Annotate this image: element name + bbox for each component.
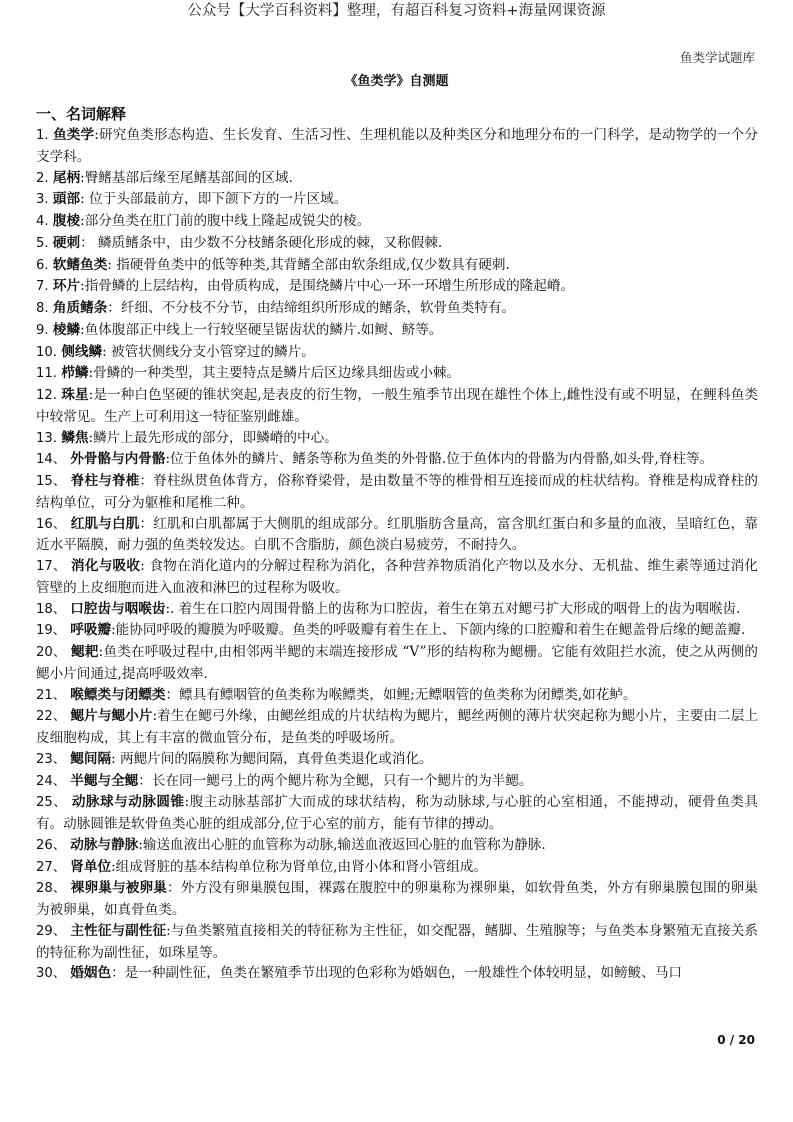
- entry-number: 30、: [36, 966, 66, 982]
- entry-number: 6.: [36, 257, 49, 273]
- entry-definition: : 指硬骨鱼类中的低等种类,其背鳍全部由软条组成,仅少数具有硬刺.: [107, 256, 510, 273]
- entry-number: 3.: [36, 192, 49, 208]
- entry-term: 环片: [52, 278, 81, 295]
- entry-term: 珠星: [61, 387, 89, 403]
- entry-definition: : 位于头部最前方，即下颌下方的一片区域。: [80, 191, 348, 208]
- entry-number: 18、: [36, 601, 66, 617]
- entry-definition: ：脊柱纵贯鱼体背方，俗称脊梁骨，是由数量不等的椎骨相互连接而成的柱状结构。脊椎是构成脊柱的结构单位，可分为躯椎和尾椎二种。: [36, 473, 759, 511]
- entry-term: 肾单位: [70, 858, 112, 875]
- entry-definition: :. 着生在口腔内周围骨骼上的齿称为口腔齿，着生在第五对鳃弓扩大形成的咽骨上的齿为咽喉齿.: [165, 600, 741, 617]
- entry-definition: :鱼体腹部正中线上一行较坚硬呈锯齿状的鳞片.如鲥、鲚等。: [80, 321, 443, 338]
- entry-term: 鱼类学: [53, 127, 95, 143]
- entry-term: 尾柄: [52, 169, 81, 186]
- section-heading: 一、名词解释: [36, 105, 127, 123]
- definition-entry: [36, 749, 758, 771]
- entry-term: 鳞焦: [61, 429, 89, 446]
- entry-term: 角质鳍条: [52, 300, 108, 316]
- definition-entry: [36, 233, 758, 255]
- document-label: 鱼类学试题库: [679, 50, 755, 65]
- entry-number: 8.: [36, 301, 49, 316]
- entry-number: 29、: [36, 923, 67, 939]
- entry-term: 消化与吸收: [71, 558, 141, 574]
- entry-term: 鳃间隔: [70, 750, 112, 767]
- entry-number: 10.: [36, 344, 57, 360]
- entry-term: 红肌与白肌: [70, 515, 140, 532]
- entry-term: 主性征与副性征: [70, 922, 167, 939]
- entry-definition: ：鳔具有鳔咽管的鱼类称为喉鳔类，如鲤;无鳔咽管的鱼类称为闭鳔类,如花鲈。: [165, 686, 637, 703]
- entry-definition: ：长在同一鳃弓上的两个鳃片称为全鳃，只有一个鳃片的为半鳃。: [138, 772, 533, 789]
- entry-term: 硬刺: [52, 234, 81, 251]
- entry-number: 28、: [36, 881, 67, 897]
- entry-definition: ：红肌和白肌都属于大侧肌的组成部分。红肌脂肪含量高，富含肌红蛋白和多量的血液，呈暗红色，靠近水平隔膜，耐力强的鱼类较发达。白肌不含脂肪，颜色淡白易疲劳，不耐持久。: [36, 515, 759, 554]
- entry-number: 17、: [36, 559, 67, 574]
- definition-entry: [36, 878, 758, 921]
- entry-number: 16、: [36, 516, 67, 532]
- entry-number: 23、: [36, 751, 66, 767]
- definition-entry: [36, 211, 758, 233]
- entry-term: 侧线鳞: [61, 343, 103, 360]
- definition-entry: [36, 771, 758, 793]
- entry-definition: :腹主动脉基部扩大而成的球状结构，称为动脉球,与心脏的心室相通，不能搏动，硬骨鱼类具有。动脉圆锥是软骨鱼类心脏的组成部分,位于心室的前方，能有节律的搏动。: [36, 794, 758, 832]
- entry-definition: :是一种白色坚硬的锥状突起,是表皮的衍生物，一般生殖季节出现在雄性个体上,雌性没有或不明显，在鲤科鱼类中较常见。生产上可利用这一特征鉴别雌雄。: [36, 387, 759, 425]
- definition-entry: [36, 276, 758, 298]
- definition-entry: [36, 921, 758, 964]
- watermark-header: 公众号【大学百科资料】整理，有超百科复习资料+海量网课资源: [187, 3, 606, 19]
- definition-entry: [36, 471, 758, 514]
- page-title: 《鱼类学》自测题: [344, 74, 449, 89]
- definition-entry: [36, 599, 758, 621]
- entry-term: 頭部: [52, 191, 81, 208]
- entry-definition: :部分鱼类在肛门前的腹中线上隆起成锐尖的棱。: [80, 213, 371, 229]
- definition-entry: [36, 963, 758, 985]
- entry-number: 4.: [36, 214, 49, 229]
- definition-entry: [36, 685, 758, 707]
- definition-entry: [36, 320, 758, 342]
- entry-term: 动脉与静脉: [70, 836, 139, 853]
- entry-definition: : 两鳃片间的隔膜称为鳃间隔，真骨鱼类退化或消化。: [111, 750, 433, 767]
- definition-entry: [36, 168, 758, 190]
- definition-entry: [36, 792, 758, 835]
- entry-term: 婚姻色: [70, 965, 112, 982]
- entry-term: 软鳍鱼类: [52, 256, 108, 273]
- entry-term: 栉鳞: [61, 365, 89, 382]
- definition-entry: [36, 514, 758, 557]
- entry-number: 25、: [36, 795, 67, 811]
- entry-number: 20、: [36, 645, 67, 660]
- entry-definition: :鱼类在呼吸过程中,由相邻两半鳃的末端连接形成 “V”形的结构称为鳃栅。它能有效阻拦水流，使之从两侧的鳃小片间通过,提高呼吸效率.: [36, 644, 759, 682]
- entry-definition: :能协同呼吸的瓣膜为呼吸瓣。鱼类的呼吸瓣有着生在上、下颌内缘的口腔瓣和着生在鳃盖骨后缘的鳃盖瓣.: [111, 622, 746, 639]
- entry-term: 呼吸瓣: [70, 622, 112, 639]
- entry-definition: :研究鱼类形态构造、生长发育、生活习性、生理机能以及种类区分和地理分布的一门科学，是动物学的一个分支学科。: [36, 127, 759, 165]
- definition-entry: [36, 449, 758, 471]
- entry-definition: ：是一种副性征，鱼类在繁殖季节出现的色彩称为婚姻色，一般雄性个体较明显，如鳑鲏、马口: [111, 965, 683, 982]
- definition-entry: [36, 642, 758, 685]
- entry-definition: :位于鱼体外的鳞片、鳍条等称为鱼类的外骨骼.位于鱼体内的骨骼为内骨骼,如头骨,脊柱等。: [165, 451, 714, 468]
- entry-definition: :输送血液出心脏的血管称为动脉,输送血液返回心脏的血管称为静脉.: [138, 836, 546, 853]
- entry-definition: :组成肾脏的基本结构单位称为肾单位,由肾小体和肾小管组成。: [111, 858, 488, 875]
- entry-term: 鳃片与鳃小片: [70, 708, 153, 725]
- entry-definition: : 被管状侧线分支小管穿过的鳞片。: [102, 343, 315, 360]
- entry-definition: : 食物在消化道内的分解过程称为消化，各种营养物质消化产物以及水分、无机盐、维生素等通过消化管壁的上皮细胞而进入血液和淋巴的过程称为吸收。: [36, 558, 759, 596]
- entry-term: 口腔齿与咽喉齿: [70, 600, 166, 617]
- definition-entry: [36, 620, 758, 642]
- definition-entry: [36, 706, 758, 749]
- entry-term: 喉鳔类与闭鳔类: [70, 686, 166, 703]
- entry-definition: :与鱼类繁殖直接相关的特征称为主性征，如交配器，鳍脚、生殖腺等；与鱼类本身繁殖无直接关系的特征称为副性征，如珠星等。: [36, 922, 759, 961]
- definition-entry: [36, 385, 758, 428]
- entry-term: 脊柱与脊椎: [70, 473, 140, 489]
- definition-entry: [36, 428, 758, 450]
- entry-number: 24、: [36, 773, 66, 789]
- entry-number: 9.: [36, 322, 49, 338]
- definition-entry: [36, 556, 758, 599]
- definition-entry: [36, 298, 758, 320]
- entry-number: 13.: [36, 430, 57, 446]
- entry-definition: :骨鳞的一种类型，其主要特点是鳞片后区边缘具细齿或小棘。: [88, 365, 461, 382]
- entry-number: 21、: [36, 687, 66, 703]
- entry-definition: :着生在鳃弓外缘，由鳃丝组成的片状结构为鳃片，鳃丝两侧的薄片状突起称为鳃小片，主要由二层上皮细胞构成，其上有丰富的微血管分布，是鱼类的呼吸场所。: [36, 708, 759, 746]
- definition-entry: [36, 125, 758, 168]
- entry-number: 15、: [36, 474, 67, 489]
- definition-entry: [36, 363, 758, 385]
- entry-definition: ：外方没有卵巢膜包围，裸露在腹腔中的卵巢称为裸卵巢，如软骨鱼类，外方有卵巢膜包围的卵巢为被卵巢，如真骨鱼类。: [36, 880, 759, 918]
- entry-number: 5.: [36, 235, 49, 251]
- entry-number: 22、: [36, 709, 67, 725]
- entry-term: 鳃耙: [70, 644, 99, 660]
- entry-number: 19、: [36, 623, 66, 639]
- definition-list: [36, 125, 758, 985]
- entry-term: 外骨骼与内骨骼: [70, 451, 166, 468]
- definition-entry: [36, 342, 758, 364]
- entry-number: 11.: [36, 366, 57, 382]
- definition-entry: [36, 189, 758, 211]
- entry-term: 半鳃与全鳃: [70, 772, 139, 789]
- entry-number: 12.: [36, 388, 57, 403]
- definition-entry: [36, 255, 758, 277]
- entry-number: 14、: [36, 452, 66, 468]
- definition-entry: [36, 857, 758, 879]
- entry-term: 动脉球与动脉圆锥: [71, 794, 185, 811]
- entry-number: 27、: [36, 859, 66, 875]
- entry-definition: ： 鳞质鳍条中，由少数不分枝鳍条硬化形成的棘，又称假棘.: [80, 234, 443, 251]
- entry-term: 棱鳞: [52, 321, 81, 338]
- entry-definition: :指骨鳞的上层结构，由骨质构成，是围绕鳞片中心一环一环增生所形成的隆起嵴。: [80, 278, 575, 295]
- entry-term: 裸卵巢与被卵巢: [70, 880, 168, 897]
- entry-number: 7.: [36, 279, 49, 295]
- entry-number: 2.: [36, 170, 49, 186]
- entry-definition: ：纤细、不分枝不分节，由结缔组织所形成的鳍条，软骨鱼类特有。: [107, 300, 516, 316]
- definition-entry: [36, 835, 758, 857]
- entry-number: 1.: [36, 128, 49, 143]
- entry-term: 腹棱: [52, 213, 81, 229]
- entry-definition: :鳞片上最先形成的部分，即鳞嵴的中心。: [88, 429, 338, 446]
- entry-definition: :臀鳍基部后缘至尾鳍基部间的区域.: [80, 169, 293, 186]
- entry-number: 26、: [36, 837, 66, 853]
- page-number: 0 / 20: [717, 1033, 755, 1047]
